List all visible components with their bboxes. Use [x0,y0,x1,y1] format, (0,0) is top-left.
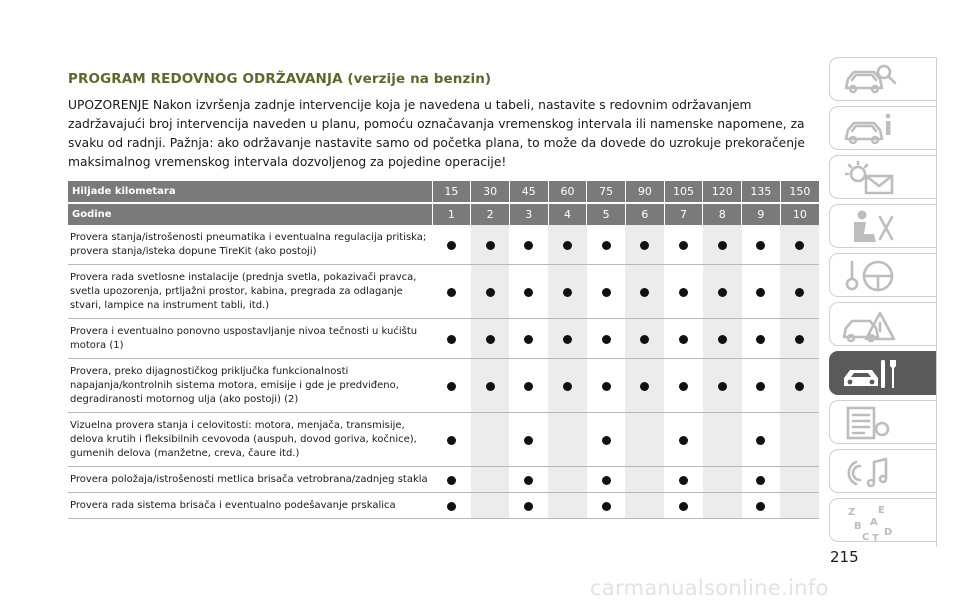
interval-cell [471,467,510,493]
interval-cell [548,319,587,359]
tab-starting-driving[interactable] [829,253,937,297]
scheduled-dot-icon [447,241,456,250]
sidebar-divider [936,57,937,547]
scheduled-dot-icon [795,335,804,344]
interval-cell [625,467,664,493]
interval-cell [664,467,703,493]
interval-cell [742,359,781,413]
interval-cell [471,225,510,265]
interval-cell [432,319,471,359]
scheduled-dot-icon [563,382,572,391]
scheduled-dot-icon [602,335,611,344]
scheduled-dot-icon [756,436,765,445]
maintenance-schedule-table [68,181,819,519]
header-km-15: 15 [432,181,471,203]
interval-cell [742,319,781,359]
operation-description: Provera i eventualno ponovno uspostavljanje nivoa tečnosti u kućištu motora (1) [68,319,432,359]
interval-cell [432,467,471,493]
interval-cell [703,413,742,467]
header-year-9: 9 [742,203,781,225]
scheduled-dot-icon [486,241,495,250]
header-km-label: Hiljade kilometara [68,181,432,203]
scheduled-dot-icon [679,241,688,250]
tab-getting-to-know[interactable] [829,106,937,150]
header-km-150: 150 [780,181,819,203]
index-letter: Z [848,507,856,518]
interval-cell [780,493,819,519]
tab-safety[interactable] [829,204,937,248]
scheduled-dot-icon [756,382,765,391]
interval-cell [509,319,548,359]
scheduled-dot-icon [524,476,533,485]
interval-cell [703,467,742,493]
scheduled-dot-icon [718,288,727,297]
header-years-label: Godine [68,203,432,225]
table-row [68,413,819,467]
interval-cell [625,319,664,359]
interval-cell [587,493,626,519]
interval-cell [548,413,587,467]
index-letter: A [870,517,878,528]
operation-description: Provera rada svetlosne instalacije (prednja svetla, pokazivači pravca, svetla upozorenja, prtljažni prostor, kabina, pregrada za odlaganje stvari, lampice na instrument tabli, itd.) [68,265,432,319]
car-search-icon [840,62,900,98]
interval-cell [664,319,703,359]
scheduled-dot-icon [524,436,533,445]
interval-cell [780,265,819,319]
operation-description: Provera položaja/istrošenosti metlica brisača vetrobrana/zadnjeg stakla [68,467,432,493]
scheduled-dot-icon [524,288,533,297]
index-letter: C [862,532,870,543]
interval-cell [780,413,819,467]
scheduled-dot-icon [486,288,495,297]
interval-cell [742,225,781,265]
scheduled-dot-icon [602,502,611,511]
interval-cell [625,413,664,467]
index-letter: E [878,505,885,516]
scheduled-dot-icon [447,502,456,511]
interval-cell [703,265,742,319]
scheduled-dot-icon [563,241,572,250]
interval-cell [587,319,626,359]
interval-cell [780,319,819,359]
scheduled-dot-icon [679,335,688,344]
operation-description: Provera, preko dijagnostičkog priključka funkcionalnosti napajanja/kontrolnih sistema motora, emisije i gde je predviđeno, degradiranosti motornog ulja (ako postoji) (2) [68,359,432,413]
multimedia-icon [840,454,900,490]
header-year-1: 1 [432,203,471,225]
scheduled-dot-icon [795,382,804,391]
scheduled-dot-icon [524,335,533,344]
scheduled-dot-icon [640,241,649,250]
interval-cell [471,493,510,519]
header-km-75: 75 [587,181,626,203]
scheduled-dot-icon [679,382,688,391]
scheduled-dot-icon [756,335,765,344]
interval-cell [664,359,703,413]
interval-cell [742,413,781,467]
interval-cell [703,319,742,359]
tab-technical-specifications[interactable] [829,400,937,444]
scheduled-dot-icon [718,382,727,391]
header-km-120: 120 [703,181,742,203]
header-year-3: 3 [509,203,548,225]
interval-cell [471,319,510,359]
operation-description: Vizuelna provera stanja i celovitosti: motora, menjača, transmisije, delova krutih i fleksibilnih cevovoda (auspuh, dovod goriva, kočnice), gumenih delova (manžetne, creva, čaure itd.) [68,413,432,467]
car-maintenance-icon [840,356,900,392]
header-km-105: 105 [664,181,703,203]
interval-cell [509,359,548,413]
interval-cell [509,265,548,319]
scheduled-dot-icon [486,335,495,344]
operation-description: Provera stanja/istrošenosti pneumatika i eventualna regulacija pritiska; provera stanja/isteka dopune TireKit (ako postoji) [68,225,432,265]
scheduled-dot-icon [447,476,456,485]
table-row [68,265,819,319]
section-title: PROGRAM REDOVNOG ODRŽAVANJA (verzije na benzin) [68,71,492,87]
header-year-2: 2 [471,203,510,225]
interval-cell [548,359,587,413]
scheduled-dot-icon [718,241,727,250]
interval-cell [432,265,471,319]
header-km-60: 60 [548,181,587,203]
scheduled-dot-icon [718,335,727,344]
scheduled-dot-icon [447,288,456,297]
warning-lights-message-icon [840,160,900,196]
scheduled-dot-icon [602,241,611,250]
header-year-6: 6 [625,203,664,225]
interval-cell [432,359,471,413]
index-letter: T [872,533,879,543]
interval-cell [548,225,587,265]
interval-cell [664,493,703,519]
scheduled-dot-icon [679,436,688,445]
interval-cell [625,225,664,265]
header-km-30: 30 [471,181,510,203]
scheduled-dot-icon [524,382,533,391]
scheduled-dot-icon [563,288,572,297]
header-km-135: 135 [742,181,781,203]
header-row-years [68,203,819,225]
interval-cell [432,225,471,265]
interval-cell [548,467,587,493]
interval-cell [509,467,548,493]
key-steering-wheel-icon [840,258,900,294]
seat-safety-icon [840,209,900,245]
interval-cell [742,265,781,319]
scheduled-dot-icon [679,476,688,485]
table-row [68,319,819,359]
interval-cell [587,265,626,319]
watermark-text: carmanualsonline.info [590,576,829,600]
header-year-8: 8 [703,203,742,225]
header-year-4: 4 [548,203,587,225]
interval-cell [780,467,819,493]
scheduled-dot-icon [679,288,688,297]
interval-cell [587,359,626,413]
scheduled-dot-icon [756,241,765,250]
interval-cell [625,265,664,319]
interval-cell [664,413,703,467]
interval-cell [664,265,703,319]
scheduled-dot-icon [795,241,804,250]
interval-cell [780,225,819,265]
scheduled-dot-icon [602,382,611,391]
alphabetical-index-icon [840,503,900,543]
interval-cell [471,265,510,319]
tab-servicing-maintenance[interactable] [829,351,937,395]
chapter-sidebar [829,57,937,547]
interval-cell [509,225,548,265]
interval-cell [471,413,510,467]
header-row-kilometers [68,181,819,203]
interval-cell [587,467,626,493]
table-row [68,359,819,413]
tab-in-emergency[interactable] [829,302,937,346]
header-year-10: 10 [780,203,819,225]
interval-cell [664,225,703,265]
scheduled-dot-icon [640,288,649,297]
interval-cell [432,493,471,519]
interval-cell [703,493,742,519]
scheduled-dot-icon [447,436,456,445]
car-info-icon [840,111,900,147]
interval-cell [780,359,819,413]
tab-dashboard[interactable] [829,57,937,101]
scheduled-dot-icon [756,288,765,297]
interval-cell [471,359,510,413]
scheduled-dot-icon [524,241,533,250]
interval-cell [742,493,781,519]
scheduled-dot-icon [563,335,572,344]
interval-cell [432,413,471,467]
index-letter: D [884,527,893,538]
scheduled-dot-icon [640,382,649,391]
interval-cell [703,359,742,413]
scheduled-dot-icon [602,288,611,297]
scheduled-dot-icon [679,502,688,511]
interval-cell [625,359,664,413]
warning-paragraph: UPOZORENJE Nakon izvršenja zadnje intervencije koja je navedena u tabeli, nastavite s redovnim održavanjem zadržavajući broj intervencija naveden u planu, pomoću označavanja vremenskog intervala ili namenske napomene, za svaku od radnji. Pažnja: ako održavanje nastavite samo od početka plana, to može da dovede do uzrokuje prekoračenje maksimalnog vremenskog intervala dozvoljenog za pojedine operacije! [68,98,805,169]
interval-cell [548,493,587,519]
tab-warning-lights[interactable] [829,155,937,199]
tab-index[interactable] [829,498,937,542]
interval-cell [587,413,626,467]
interval-cell [625,493,664,519]
header-km-45: 45 [509,181,548,203]
table-row [68,467,819,493]
tab-multimedia[interactable] [829,449,937,493]
scheduled-dot-icon [602,436,611,445]
table-row [68,225,819,265]
car-breakdown-icon [840,307,900,343]
scheduled-dot-icon [447,335,456,344]
scheduled-dot-icon [795,288,804,297]
table-row [68,493,819,519]
scheduled-dot-icon [756,476,765,485]
index-letter: B [854,521,862,532]
interval-cell [587,225,626,265]
operation-description: Provera rada sistema brisača i eventualno podešavanje prskalica [68,493,432,519]
header-year-7: 7 [664,203,703,225]
interval-cell [742,467,781,493]
scheduled-dot-icon [447,382,456,391]
interval-cell [548,265,587,319]
scheduled-dot-icon [524,502,533,511]
header-year-5: 5 [587,203,626,225]
scheduled-dot-icon [486,382,495,391]
interval-cell [509,493,548,519]
scheduled-dot-icon [756,502,765,511]
interval-cell [703,225,742,265]
header-km-90: 90 [625,181,664,203]
scheduled-dot-icon [640,335,649,344]
page-number: 215 [830,548,859,566]
scheduled-dot-icon [602,476,611,485]
interval-cell [509,413,548,467]
technical-data-icon [840,405,900,441]
